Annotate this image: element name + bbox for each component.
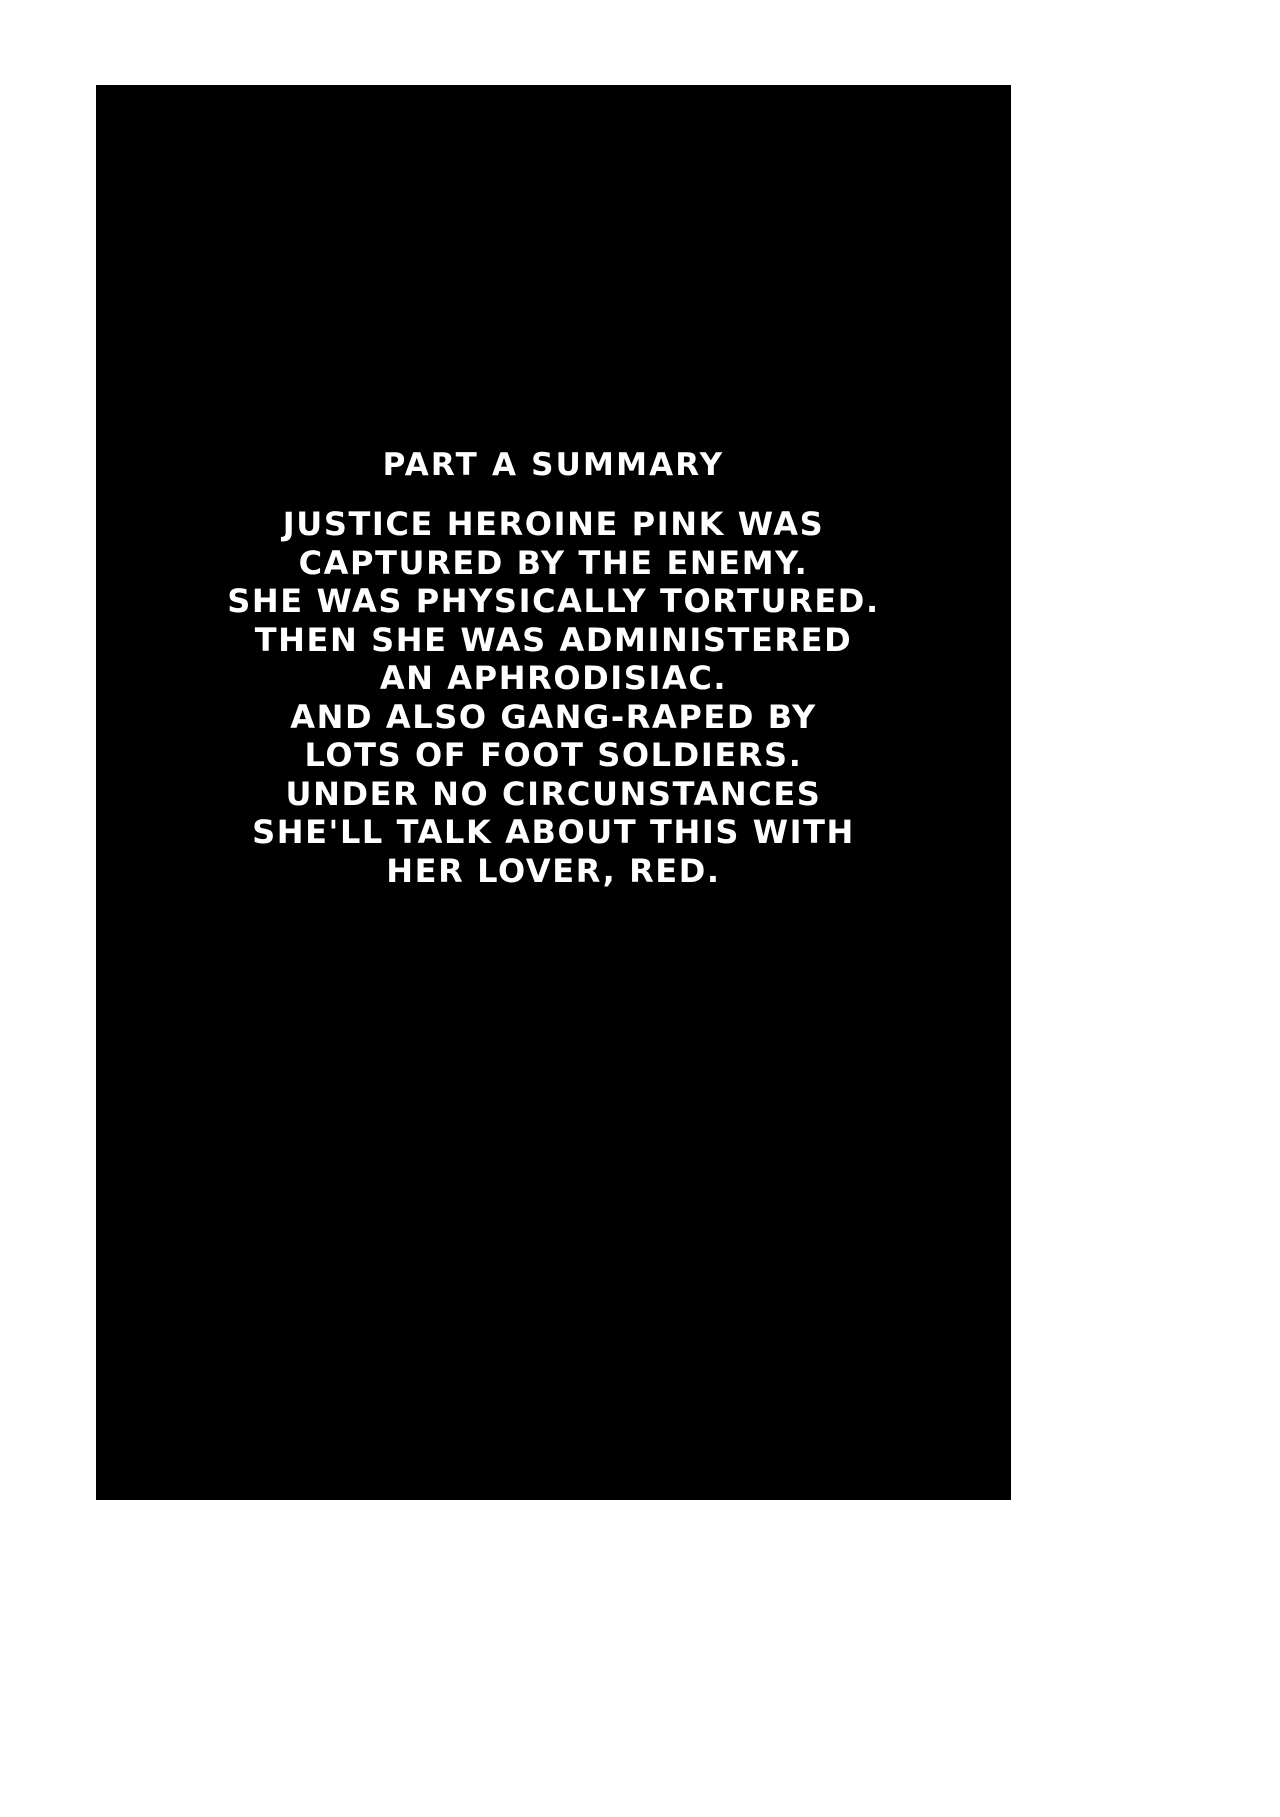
summary-line: LOTS OF FOOT SOLDIERS. [304, 736, 803, 774]
summary-line: SHE'LL TALK ABOUT THIS WITH [252, 813, 855, 851]
summary-line: SHE WAS PHYSICALLY TORTURED. [227, 582, 880, 620]
summary-line: UNDER NO CIRCUNSTANCES [285, 774, 822, 813]
summary-line: HER LOVER, RED. [386, 851, 721, 890]
summary-line: CAPTURED BY THE ENEMY. [298, 543, 809, 582]
comic-page-panel [96, 85, 1011, 1500]
summary-line: AND ALSO GANG-RAPED BY [290, 697, 817, 736]
summary-title: PART A SUMMARY [382, 447, 725, 483]
summary-line: AN APHRODISIAC. [379, 659, 728, 697]
summary-body [96, 505, 1011, 890]
summary-line: JUSTICE HEROINE PINK WAS [282, 505, 825, 543]
summary-line: THEN SHE WAS ADMINISTERED [254, 620, 853, 659]
